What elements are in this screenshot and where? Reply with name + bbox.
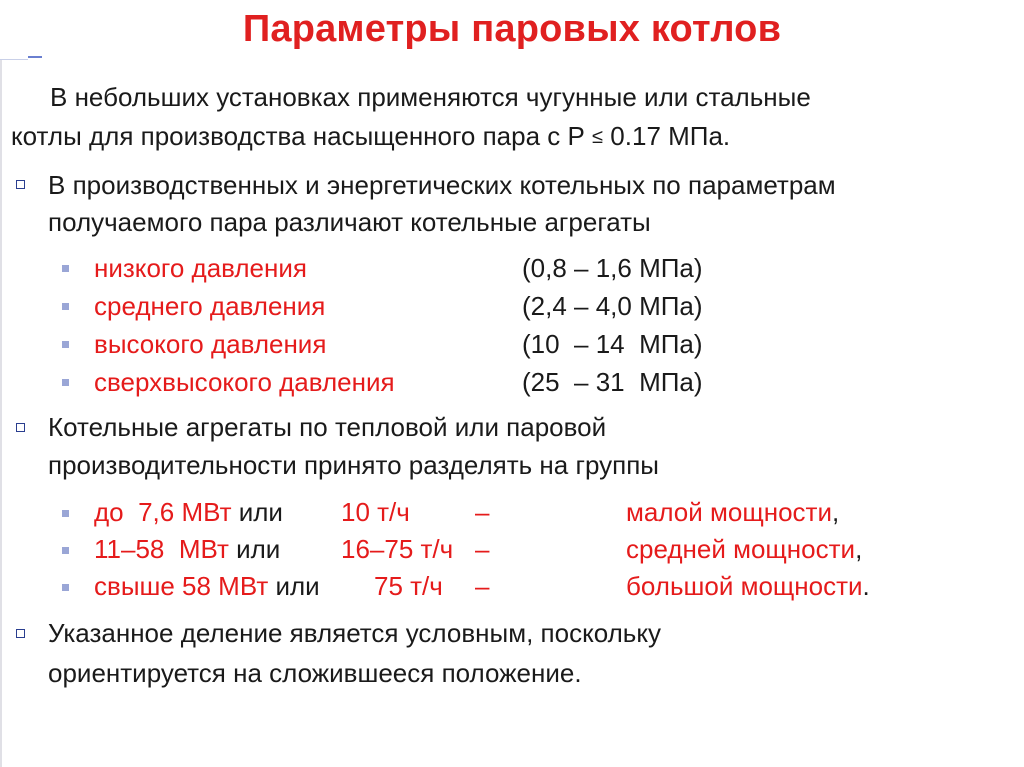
section2-line-1: Котельные агрегаты по тепловой или паровой [48,412,607,442]
group-label: большой мощности [626,571,863,601]
dash: – [475,571,490,601]
square-bullet-icon [62,265,69,272]
square-bullet-icon [62,510,69,517]
capacity-group [626,571,870,602]
section1-line-2: получаемого пара различают котельные агрегаты [48,207,651,237]
slide-title: Параметры паровых котлов [242,8,782,50]
capacity-row [94,497,290,528]
dash: – [475,534,490,564]
intro-line-1: В небольших установках применяются чугунные или стальные [50,82,811,112]
section2-line-2: производительности принято разделять на группы [48,450,659,480]
flow-value: 10 т/ч [341,497,410,527]
checkbox-bullet-icon [16,180,25,189]
dash: – [475,497,490,527]
section3-line-1: Указанное деление является условным, поскольку [48,618,662,648]
pressure-range: (10 – 14 МПа) [522,329,703,359]
punctuation: , [855,534,863,564]
or-word: или [228,534,288,564]
capacity-group [626,497,839,528]
pressure-range: (2,4 – 4,0 МПа) [522,291,703,321]
power-value: до 7,6 МВт [94,497,232,527]
checkbox-bullet-icon [16,423,25,432]
punctuation: , [831,497,840,527]
pressure-class-label: низкого давления [94,253,307,283]
square-bullet-icon [62,303,69,310]
capacity-row [94,534,288,565]
power-value: свыше 58 МВт [94,571,269,601]
top-accent-line [0,59,28,60]
group-label: средней мощности [626,534,856,564]
flow-value: 16–75 т/ч [341,534,454,564]
or-word: или [231,497,291,527]
square-bullet-icon [62,584,69,591]
punctuation: . [862,571,870,601]
power-value: 11–58 МВт [94,534,229,564]
less-equal-symbol: ≤ [592,126,604,148]
left-border-rule [0,60,2,767]
top-accent-mark [28,56,42,58]
intro-line-2-text: котлы для производства насыщенного пара с Р [11,121,585,151]
pressure-class-label: высокого давления [94,329,327,359]
square-bullet-icon [62,379,69,386]
pressure-range: (0,8 – 1,6 МПа) [522,253,703,283]
section1-line-1: В производственных и энергетических котельных по параметрам [48,170,836,200]
capacity-row [94,571,327,602]
square-bullet-icon [62,547,69,554]
group-label: малой мощности [626,497,832,527]
capacity-group [626,534,862,565]
checkbox-bullet-icon [16,629,25,638]
flow-value: 75 т/ч [374,571,443,601]
pressure-class-label: среднего давления [94,291,326,321]
pressure-range: (25 – 31 МПа) [522,367,703,397]
pressure-class-label: сверхвысокого давления [94,367,395,397]
intro-line-2 [11,121,730,152]
or-word: или [268,571,327,601]
square-bullet-icon [62,341,69,348]
section3-line-2: ориентируется на сложившееся положение. [48,658,582,688]
intro-line-2-value: 0.17 МПа. [610,121,731,151]
